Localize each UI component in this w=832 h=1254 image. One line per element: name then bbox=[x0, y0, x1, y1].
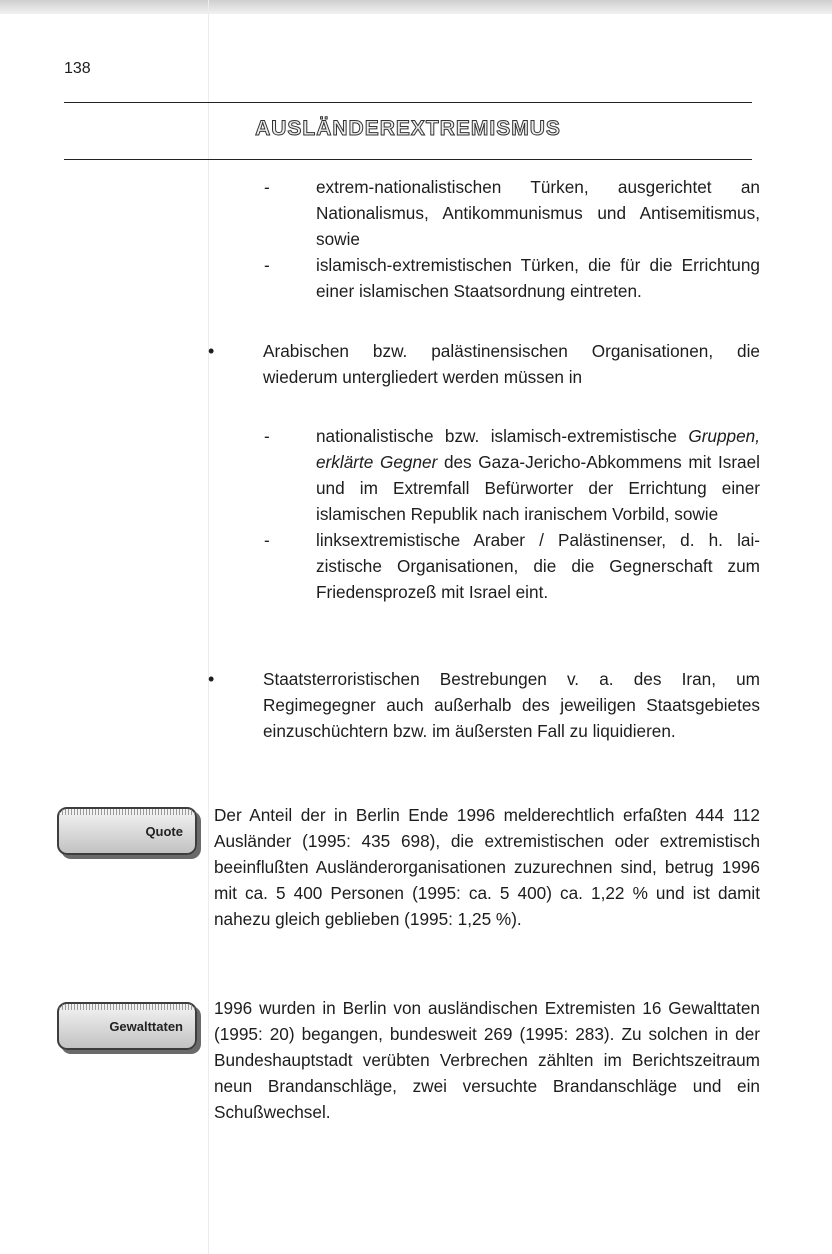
list-item bbox=[264, 174, 760, 252]
dash-list-arab bbox=[264, 423, 760, 605]
bullet-state-terrorism bbox=[208, 666, 760, 744]
list-item-text: nationalistische bzw. islamisch-extremistische bbox=[316, 426, 689, 446]
paragraph-quote: Der Anteil der in Berlin Ende 1996 melderechtlich erfaßten 444 112 Ausländer (1995: 435 698), die extremistischen oder extremistisch beeinflußten Ausländerorganisationen zuzurechnen sind, betrug 1996 mit ca. 5 400 Personen (1995: ca. 5 400) ca. 1,22 % und ist damit nahezu gleich geblieben (1995: 1,25 %). bbox=[214, 805, 760, 929]
list-item-text: extrem-nationalistischen Türken, ausgerichtet an Nationalismus, Antikommunismus und Antisemitismus, sowie bbox=[316, 177, 760, 249]
list-item bbox=[208, 666, 760, 744]
bullet-arab-organisations bbox=[208, 338, 760, 390]
list-item-italic-text: Gruppen, erklärte Gegner bbox=[316, 426, 760, 472]
list-item bbox=[208, 338, 760, 390]
list-item-text: Arabischen bzw. palästinensischen Organisationen, die wiederum untergliedert werden müssen in bbox=[263, 341, 760, 387]
paragraph-gewalttaten: 1996 wurden in Berlin von ausländischen Extremisten 16 Gewalttaten (1995: 20) begangen, bundesweit 269 (1995: 283). Zu solchen in der Bundeshauptstadt verübten Verbrechen zählten im Berichtszeitraum neun Brandanschläge, zwei versuchte Brandanschläge und ein Schußwechsel. bbox=[214, 998, 760, 1122]
header-rule-top bbox=[64, 102, 752, 103]
margin-tab-gewalttaten bbox=[57, 1002, 197, 1050]
dash-marker: - bbox=[264, 255, 270, 275]
list-item-text-continued: des Gaza-Jericho-Abkommens mit Israel und im Extremfall Befürworter der Errichtung einer islamischen Republik nach iranischem Vorbild, sowie bbox=[316, 452, 760, 524]
dash-marker: - bbox=[264, 426, 270, 446]
list-item bbox=[264, 527, 760, 605]
bullet-marker: • bbox=[208, 341, 215, 361]
running-title: AUSLÄNDEREXTREMISMUS bbox=[255, 117, 561, 140]
margin-tab-label: Gewalttaten bbox=[109, 1018, 183, 1034]
dash-marker: - bbox=[264, 530, 270, 550]
bullet-marker: • bbox=[208, 669, 215, 689]
header-rule-bottom bbox=[64, 159, 752, 160]
list-item-text: Staatsterroristischen Bestrebungen v. a. des Iran, um Regimegegner auch außerhalb des jeweiligen Staatsgebietes einzuschüchtern bzw. im äußersten Fall zu liquidieren. bbox=[263, 669, 760, 741]
scan-top-edge bbox=[0, 0, 832, 14]
page-number: 138 bbox=[64, 60, 91, 77]
margin-tab-quote bbox=[57, 807, 197, 855]
list-item bbox=[264, 252, 760, 304]
list-item bbox=[264, 423, 760, 527]
dash-marker: - bbox=[264, 177, 270, 197]
margin-guide-line bbox=[208, 0, 209, 1254]
list-item-text: islamisch-extremistischen Türken, die für die Errichtung einer islamischen Staatsordnung eintreten. bbox=[316, 255, 760, 301]
list-item-text: linksextremistische Araber / Palästinenser, d. h. laizistische Organisationen, die die Gegnerschaft zum Friedensprozeß mit Israel eint. bbox=[316, 530, 760, 602]
margin-tab-label: Quote bbox=[145, 823, 183, 839]
dash-list-turkish bbox=[264, 174, 760, 304]
